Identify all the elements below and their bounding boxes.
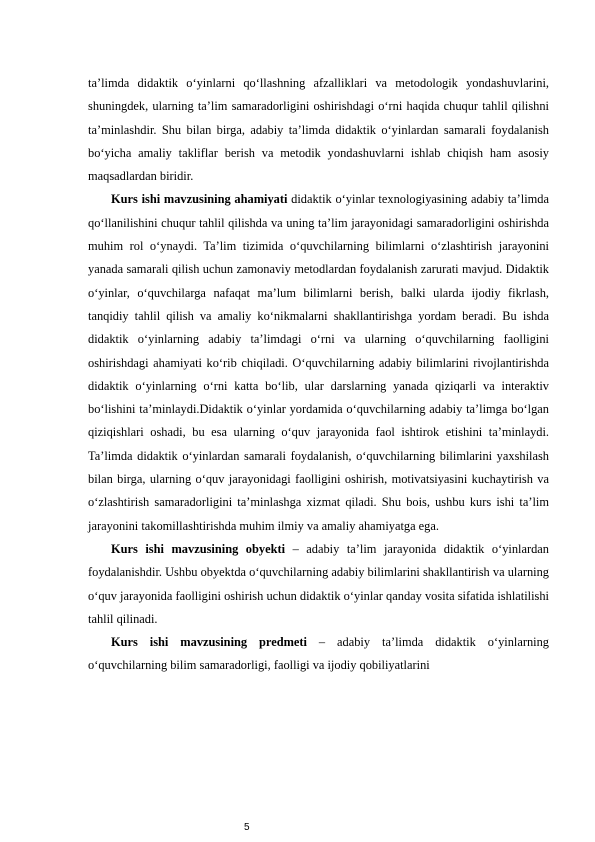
paragraph-object bbox=[88, 538, 549, 631]
paragraph-significance bbox=[88, 188, 549, 537]
page-number: 5 bbox=[244, 822, 250, 833]
paragraph-subject-text: – adabiy ta’limda didaktik o‘yinlarning o‘quvchilarning bilim samaradorligi, faolligi va ijodiy qobiliyatlarini bbox=[88, 635, 550, 673]
paragraph-subject bbox=[88, 631, 549, 678]
paragraph-object-text: – adabiy ta’lim jarayonida didaktik o‘yinlardan foydalanishdir. Ushbu obyektda o‘quvchilarning adabiy bilimlarini shakllantirish va ularning o‘quv jarayonida faolligini oshirish uchun didaktik o‘yinlar qanday vosita sifatida ishlatilishi tahlil qilinadi. bbox=[88, 541, 549, 626]
document-page bbox=[88, 72, 549, 678]
paragraph-goal: ta’limda didaktik o‘yinlarni qo‘llashning afzalliklari va metodologik yondashuvlarini, shuningdek, ularning ta’lim samaradorligini oshirishdagi o‘rni haqida chuqur tahlil qilishni ta’minlashdir. Shu bilan birga, adabiy ta’limda didaktik o‘yinlardan samarali foydalanish bo‘yicha amaliy takliflar berish va metodik yondashuvlarni ishlab chiqish ham asosiy maqsadlardan biridir. bbox=[88, 76, 549, 184]
term-significance: Kurs ishi mavzusining ahamiyati bbox=[111, 192, 288, 207]
term-subject: Kurs ishi mavzusining predmeti bbox=[111, 635, 307, 650]
paragraph-significance-text: didaktik o‘yinlar texnologiyasining adabiy ta’limda qo‘llanilishini chuqur tahlil qilishda va uning ta’lim jarayonidagi samaradorligini oshirishda muhim rol o‘ynaydi. Ta’lim tizimida o‘quvchilarning bilimlarni o‘zlashtirish jarayonini yanada samarali qilish uchun zamonaviy metodlardan foydalanish zarurati mavjud. Didaktik o‘yinlar, o‘quvchilarga nafaqat ma’lum bilimlarni berish, balki ularda ijodiy fikrlash, tanqidiy tahlil qilish va amaliy ko‘nikmalarni shakllantirishga yordam beradi. Bu ishda didaktik o‘yinlarning adabiy ta’limdagi o‘rni va ularning o‘quvchilarning faolligini oshirishdagi ahamiyati ko‘rib chiqiladi. O‘quvchilarning adabiy bilimlarini rivojlantirishda didaktik o‘yinlarning o‘rni katta bo‘lib, ular darslarning yanada qiziqarli va interaktiv bo‘lishini ta’minlaydi.Didaktik o‘yinlar yordamida o‘quvchilarning adabiy ta’limga bo‘lgan qiziqishlari oshadi, bu esa ularning o‘quv jarayonida faol ishtirok etishini ta’minlaydi. Ta’limda didaktik o‘yinlardan samarali foydalanish, o‘quvchilarning bilimlarini yaxshilash bilan birga, ularning o‘quv jarayonidagi faolligini oshirish, motivatsiyasini kuchaytirish va o‘zlashtirish samaradorligini ta’minlashga xizmat qiladi. Shu bois, ushbu kurs ishi ta’lim jarayonini takomillashtirishda muhim ilmiy va amaliy ahamiyatga ega. bbox=[88, 192, 549, 533]
term-object: Kurs ishi mavzusining obyekti bbox=[111, 541, 286, 556]
